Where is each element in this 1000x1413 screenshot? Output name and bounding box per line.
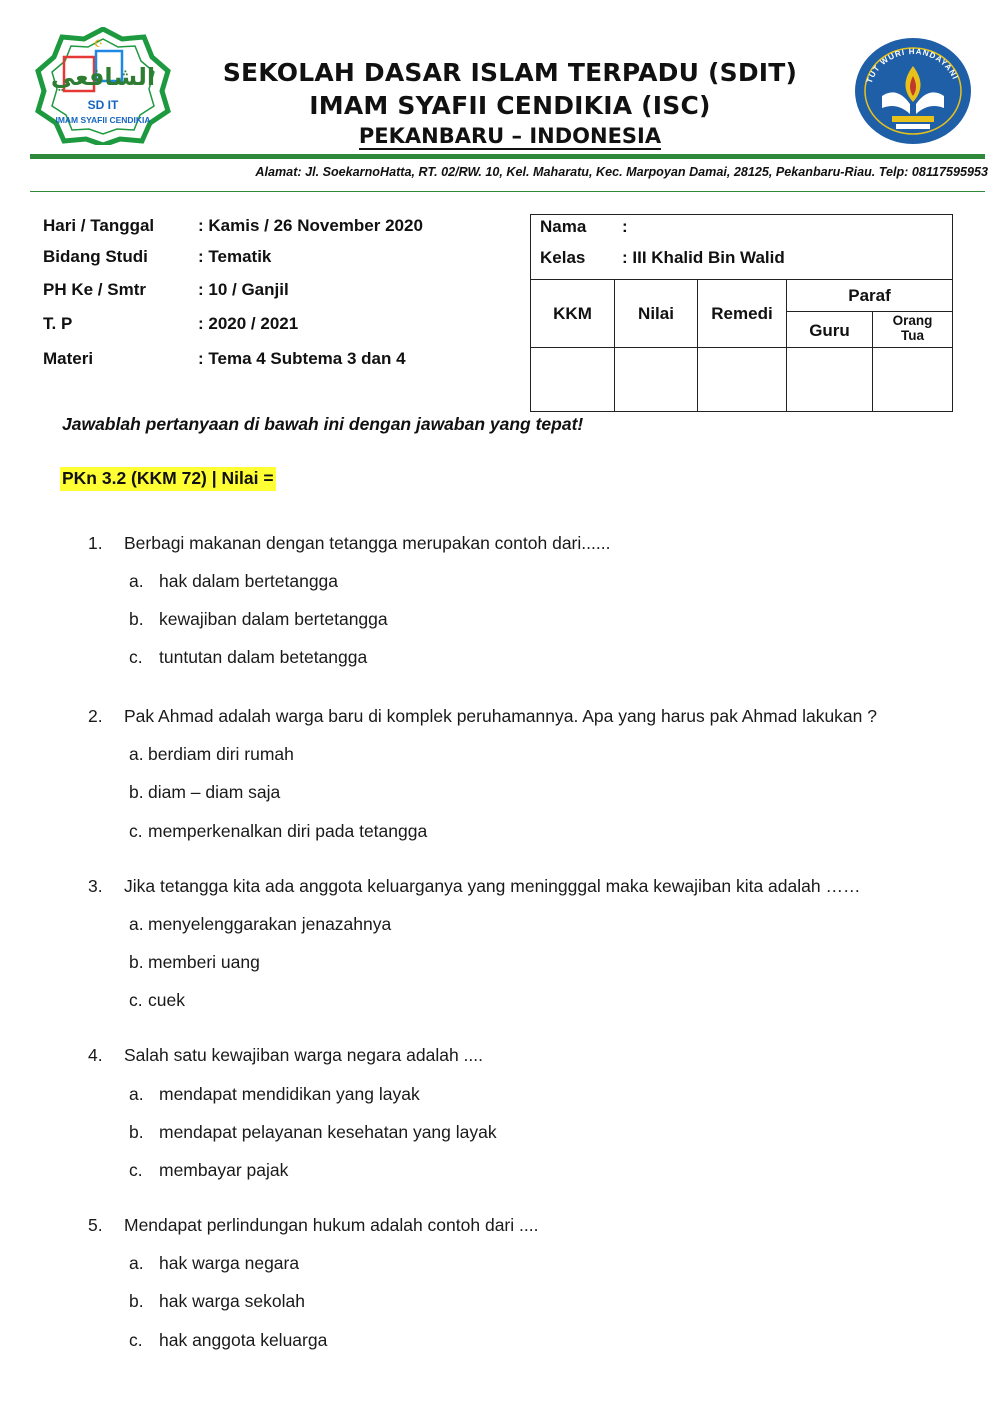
header-divider-thick (30, 154, 985, 159)
option-letter: a. (129, 571, 144, 591)
instruction-text: Jawablah pertanyaan di bawah ini dengan jawaban yang tepat! (62, 414, 584, 434)
svg-text:IMAM SYAFII CENDIKIA: IMAM SYAFII CENDIKIA (55, 115, 151, 125)
guru-header: Guru (809, 321, 850, 340)
option-letter: a. (129, 1084, 144, 1104)
option-letter: c. (129, 1160, 143, 1180)
option-text[interactable]: hak warga sekolah (159, 1291, 305, 1311)
option-letter: b. (129, 952, 144, 972)
nama-label: Nama (540, 217, 587, 236)
option-text[interactable]: berdiam diri rumah (148, 744, 294, 764)
question-text: Mendapat perlindungan hukum adalah contoh dari .... (124, 1215, 539, 1235)
svg-text:SD IT: SD IT (87, 98, 119, 112)
option-letter: a. (129, 914, 144, 934)
option-letter: c. (129, 647, 143, 667)
option-letter: c. (129, 1330, 143, 1350)
question-text: Jika tetangga kita ada anggota keluarganya yang meningggal maka kewajiban kita adalah …… (124, 876, 861, 896)
option-letter: a. (129, 1253, 144, 1273)
option-letter: a. (129, 744, 144, 764)
option-text[interactable]: mendapat pelayanan kesehatan yang layak (159, 1122, 497, 1142)
school-name-line2: IMAM SYAFII CENDIKIA (ISC) (309, 91, 711, 120)
school-name-line1: SEKOLAH DASAR ISLAM TERPADU (SDIT) (222, 58, 798, 87)
student-score-table (530, 214, 953, 412)
option-text[interactable]: memberi uang (148, 952, 260, 972)
option-letter: c. (129, 990, 143, 1010)
question-number: 2. (88, 706, 103, 726)
option-text[interactable]: menyelenggarakan jenazahnya (148, 914, 392, 934)
question-text: Berbagi makanan dengan tetangga merupakan contoh dari...... (124, 533, 611, 553)
option-text[interactable]: mendapat mendidikan yang layak (159, 1084, 420, 1104)
option-text[interactable]: membayar pajak (159, 1160, 289, 1180)
school-address: Alamat: Jl. SoekarnoHatta, RT. 02/RW. 10, Kel. Maharatu, Kec. Marpoyan Damai, 28125, Pekanbaru-Riau. Telp: 08117595953 (255, 165, 988, 179)
question-number: 1. (88, 533, 103, 553)
school-location: PEKANBARU – INDONESIA (358, 124, 662, 148)
nama-field[interactable]: : (622, 217, 628, 236)
option-text[interactable]: tuntutan dalam betetangga (159, 647, 368, 667)
question-text: Salah satu kewajiban warga negara adalah .... (124, 1045, 483, 1065)
question-number: 4. (88, 1045, 103, 1065)
kkm-header: KKM (553, 304, 592, 323)
paraf-header: Paraf (848, 286, 891, 305)
svg-text:TUT WURI HANDAYANI: TUT WURI HANDAYANI (864, 46, 960, 85)
option-letter: b. (129, 1291, 144, 1311)
svg-text:الشافعي: الشافعي (50, 63, 156, 91)
question-number: 3. (88, 876, 103, 896)
option-letter: b. (129, 782, 144, 802)
option-letter: b. (129, 609, 144, 629)
nilai-header: Nilai (638, 304, 674, 323)
header-divider-thin (30, 191, 985, 192)
option-text[interactable]: kewajiban dalam bertetangga (159, 609, 388, 629)
school-logo (34, 27, 172, 145)
option-text[interactable]: diam – diam saja (148, 782, 281, 802)
kelas-value: : III Khalid Bin Walid (622, 248, 785, 267)
question-text: Pak Ahmad adalah warga baru di komplek peruhamannya. Apa yang harus pak Ahmad lakukan ? (124, 706, 877, 726)
orang-tua-header: Orang Tua (892, 313, 933, 343)
tut-wuri-handayani-logo (852, 36, 974, 146)
option-text[interactable]: memperkenalkan diri pada tetangga (148, 821, 428, 841)
option-text[interactable]: hak dalam bertetangga (159, 571, 339, 591)
kelas-label: Kelas (540, 248, 586, 267)
option-text[interactable]: cuek (148, 990, 185, 1010)
svg-text:☪: ☪ (94, 39, 103, 50)
option-letter: c. (129, 821, 143, 841)
option-letter: b. (129, 1122, 144, 1142)
remedi-header: Remedi (711, 304, 773, 323)
section-heading: PKn 3.2 (KKM 72) | Nilai = (60, 467, 276, 491)
question-number: 5. (88, 1215, 103, 1235)
option-text[interactable]: hak warga negara (159, 1253, 300, 1273)
option-text[interactable]: hak anggota keluarga (159, 1330, 328, 1350)
